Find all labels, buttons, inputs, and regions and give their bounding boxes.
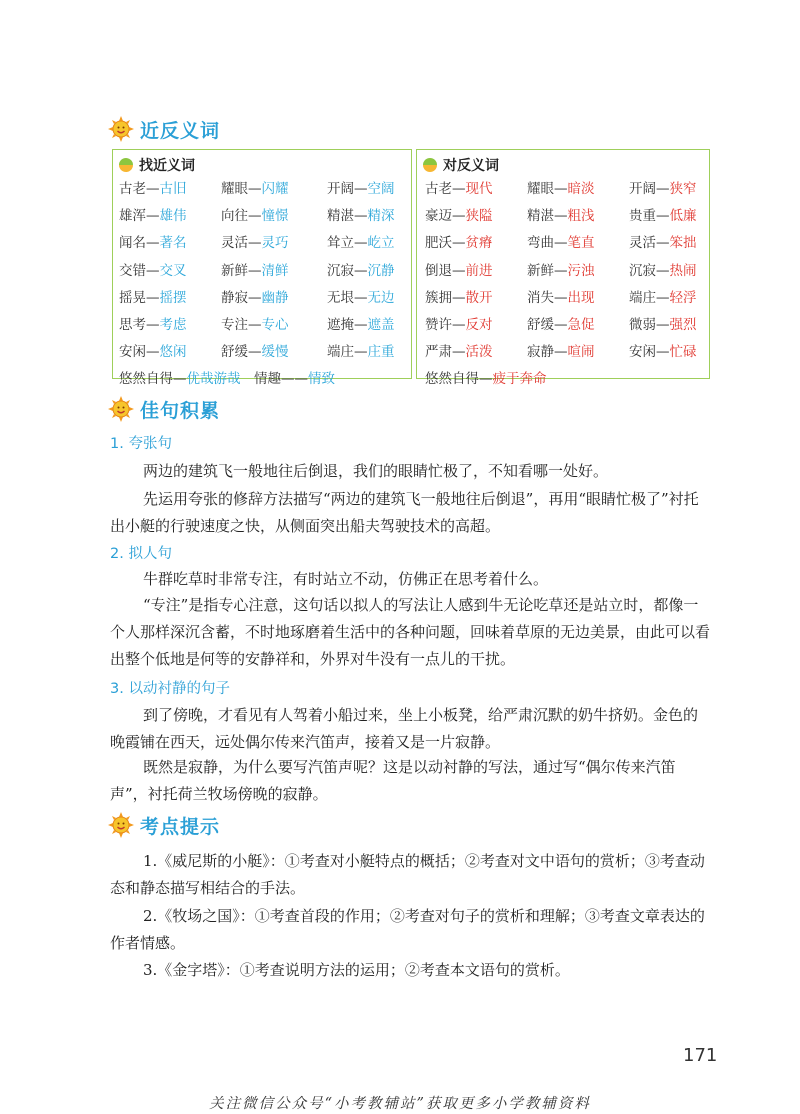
sentence-analysis-1: 先运用夸张的修辞方法描写“两边的建筑飞一般地往后倒退”，再用“眼睛忙极了”衬托出小艇的行驶速度之快，从侧面突出船夫驾驶技术的高超。 bbox=[110, 490, 699, 535]
word-pair bbox=[119, 177, 187, 197]
word: 肥沃 bbox=[425, 235, 452, 252]
word-pair bbox=[527, 177, 595, 197]
vocabulary-panel bbox=[112, 149, 710, 388]
word-pair bbox=[119, 286, 187, 306]
dash: — bbox=[248, 317, 262, 333]
dash: — bbox=[479, 371, 493, 388]
dash: — bbox=[354, 289, 368, 306]
antonym-word: 前进 bbox=[465, 262, 493, 279]
exam-point-3: 3.《金字塔》：①考查说明方法的运用；②考查本文语句的赏析。 bbox=[143, 961, 570, 979]
word-pair bbox=[527, 313, 595, 333]
synonyms-header bbox=[119, 155, 195, 175]
word-pair bbox=[119, 259, 187, 279]
sentence-heading-1: 1. 夸张句 bbox=[110, 436, 172, 452]
word-pair bbox=[425, 286, 493, 306]
dash: —— bbox=[281, 371, 308, 388]
dash: — bbox=[656, 317, 670, 333]
synonym-word: 古旧 bbox=[159, 181, 187, 197]
dash: — bbox=[452, 317, 466, 333]
synonym-word: 交叉 bbox=[159, 262, 187, 279]
word: 精湛 bbox=[327, 208, 354, 225]
word: 端庄 bbox=[629, 289, 656, 306]
word-pair bbox=[629, 340, 697, 360]
antonym-word: 强烈 bbox=[669, 317, 697, 333]
dash: — bbox=[354, 181, 368, 197]
word-pair bbox=[425, 313, 493, 333]
two-tone-dot-icon bbox=[423, 158, 437, 172]
word-pair bbox=[425, 340, 493, 360]
word: 古老 bbox=[119, 181, 146, 197]
dash: — bbox=[656, 344, 670, 361]
word: 沉寂 bbox=[327, 262, 354, 279]
smiling-sun-icon bbox=[108, 812, 134, 838]
word: 弯曲 bbox=[527, 235, 554, 252]
dash: — bbox=[554, 262, 568, 279]
word: 灵活 bbox=[629, 235, 656, 252]
synonym-word: 清鲜 bbox=[261, 262, 289, 279]
sentence-analysis-3: 既然是寂静，为什么要写汽笛声呢？这是以动衬静的写法，通过写“偶尔传来汽笛声”，衬托荷兰牧场傍晚的寂静。 bbox=[110, 758, 676, 803]
word: 遮掩 bbox=[327, 317, 354, 333]
dash: — bbox=[452, 344, 466, 361]
synonym-word: 幽静 bbox=[261, 289, 289, 306]
word-pair bbox=[327, 286, 395, 306]
exam-point-1: 1.《威尼斯的小艇》：①考查对小艇特点的概括；②考查对文中语句的赏析；③考查动态和静态描写相结合的手法。 bbox=[110, 852, 705, 897]
dash: — bbox=[656, 235, 670, 252]
dash: — bbox=[354, 317, 368, 333]
synonym-word: 闪耀 bbox=[261, 181, 289, 197]
word-pair bbox=[221, 231, 289, 251]
exam-point-2: 2.《牧场之国》：①考查首段的作用；②考查对句子的赏析和理解；③考查文章表达的作者情感。 bbox=[110, 907, 705, 952]
word: 严肃 bbox=[425, 344, 452, 361]
antonym-word: 狭窄 bbox=[669, 181, 697, 197]
synonym-word: 屹立 bbox=[367, 235, 395, 252]
word-pair bbox=[629, 259, 697, 279]
word-pair bbox=[629, 286, 697, 306]
word: 贵重 bbox=[629, 208, 656, 225]
word: 灵活 bbox=[221, 235, 248, 252]
word-pair bbox=[221, 286, 289, 306]
synonym-word: 憧憬 bbox=[261, 208, 289, 225]
dash: — bbox=[452, 262, 466, 279]
two-tone-dot-icon bbox=[119, 158, 133, 172]
synonym-word: 情致 bbox=[308, 371, 335, 388]
antonym-word: 笨拙 bbox=[669, 235, 697, 252]
antonym-word: 轻浮 bbox=[669, 289, 697, 306]
synonyms-title: 找近义词 bbox=[139, 158, 195, 174]
synonym-word: 沉静 bbox=[367, 262, 395, 279]
synonym-word: 雄伟 bbox=[159, 208, 187, 225]
antonym-word: 反对 bbox=[465, 317, 493, 333]
sentence-analysis-2: “专注”是指专心注意，这句话以拟人的写法让人感到牛无论吃草还是站立时，都像一个人那样深沉含蓄，不时地琢磨着生活中的各种问题，回味着草原的无边美景，由此可以看出整个低地是何等的安静祥和，外界对牛没有一点儿的干扰。 bbox=[110, 596, 711, 668]
word-pair bbox=[527, 259, 595, 279]
dash: — bbox=[554, 208, 568, 225]
antonym-word: 出现 bbox=[567, 289, 595, 306]
word-pair bbox=[119, 340, 187, 360]
dash: — bbox=[452, 181, 466, 197]
word: 摇晃 bbox=[119, 289, 146, 306]
antonym-word: 污浊 bbox=[567, 262, 595, 279]
word: 耸立 bbox=[327, 235, 354, 252]
dash: — bbox=[354, 235, 368, 252]
antonym-word: 笔直 bbox=[567, 235, 595, 252]
word: 耀眼 bbox=[221, 181, 248, 197]
dash: — bbox=[554, 235, 568, 252]
word: 新鲜 bbox=[221, 262, 248, 279]
word: 舒缓 bbox=[527, 317, 554, 333]
sentence-heading-2: 2. 拟人句 bbox=[110, 546, 172, 562]
word-pair bbox=[425, 231, 493, 251]
word: 交错 bbox=[119, 262, 146, 279]
synonym-word: 灵巧 bbox=[261, 235, 289, 252]
word-pair bbox=[221, 259, 289, 279]
word: 开阔 bbox=[327, 181, 354, 197]
word-pair bbox=[221, 177, 289, 197]
dash: — bbox=[173, 371, 187, 388]
section-title: 近反义词 bbox=[140, 119, 221, 142]
word-pair bbox=[527, 286, 595, 306]
word-pair bbox=[327, 231, 395, 251]
antonyms-box bbox=[416, 149, 710, 388]
word: 耀眼 bbox=[527, 181, 554, 197]
section-header-exam bbox=[108, 810, 220, 840]
dash: — bbox=[146, 235, 160, 252]
word: 寂静 bbox=[527, 344, 554, 361]
word: 新鲜 bbox=[527, 262, 554, 279]
word-pair bbox=[425, 259, 493, 279]
word: 无垠 bbox=[327, 289, 354, 306]
dash: — bbox=[248, 181, 262, 197]
dash: — bbox=[248, 344, 262, 361]
word-pair bbox=[119, 231, 187, 251]
antonym-word: 喧闹 bbox=[567, 344, 595, 361]
word-pair bbox=[629, 313, 697, 333]
dash: — bbox=[354, 262, 368, 279]
dash: — bbox=[656, 208, 670, 225]
synonym-word: 精深 bbox=[367, 208, 395, 225]
word: 精湛 bbox=[527, 208, 554, 225]
dash: — bbox=[354, 344, 368, 361]
antonym-word: 贫瘠 bbox=[465, 235, 493, 252]
antonym-word: 散开 bbox=[465, 289, 493, 306]
dash: — bbox=[248, 289, 262, 306]
synonym-word: 缓慢 bbox=[261, 344, 289, 361]
antonym-word: 暗淡 bbox=[567, 181, 595, 197]
antonym-word: 粗浅 bbox=[567, 208, 595, 225]
page-number: 171 bbox=[683, 1045, 718, 1066]
word: 专注 bbox=[221, 317, 248, 333]
word: 悠然自得 bbox=[119, 371, 173, 388]
synonym-word: 空阔 bbox=[367, 181, 395, 197]
dash: — bbox=[146, 181, 160, 197]
dash: — bbox=[554, 289, 568, 306]
antonym-word: 低廉 bbox=[669, 208, 697, 225]
word-pair bbox=[327, 204, 395, 224]
word-pair bbox=[629, 231, 697, 251]
word: 端庄 bbox=[327, 344, 354, 361]
word: 赞许 bbox=[425, 317, 452, 333]
synonym-word: 悠闲 bbox=[159, 344, 187, 361]
word: 豪迈 bbox=[425, 208, 452, 225]
section-header-vocab bbox=[108, 114, 220, 144]
word: 微弱 bbox=[629, 317, 656, 333]
word: 舒缓 bbox=[221, 344, 248, 361]
footer-note: 关注微信公众号“小考教辅站”获取更多小学教辅资料 bbox=[209, 1096, 591, 1112]
dash: — bbox=[146, 344, 160, 361]
dash: — bbox=[554, 181, 568, 197]
dash: — bbox=[554, 317, 568, 333]
synonym-word: 著名 bbox=[159, 235, 187, 252]
antonym-word: 急促 bbox=[567, 317, 595, 333]
dash: — bbox=[452, 235, 466, 252]
word: 消失 bbox=[527, 289, 554, 306]
dash: — bbox=[554, 344, 568, 361]
word: 情趣 bbox=[254, 371, 281, 388]
dash: — bbox=[656, 289, 670, 306]
word-pair bbox=[327, 313, 395, 333]
word-pair bbox=[327, 340, 395, 360]
word-pair bbox=[221, 204, 289, 224]
dash: — bbox=[452, 289, 466, 306]
word-pair bbox=[119, 204, 187, 224]
word: 安闲 bbox=[629, 344, 656, 361]
smiling-sun-icon bbox=[108, 116, 134, 142]
dash: — bbox=[656, 181, 670, 197]
word-pair bbox=[327, 177, 395, 197]
word: 思考 bbox=[119, 317, 146, 333]
word-pair bbox=[629, 204, 697, 224]
word-pair bbox=[254, 367, 335, 387]
sentence-heading-3: 3. 以动衬静的句子 bbox=[110, 681, 230, 697]
dash: — bbox=[146, 262, 160, 279]
word: 开阔 bbox=[629, 181, 656, 197]
sentence-quote-1: 两边的建筑飞一般地往后倒退，我们的眼睛忙极了，不知看哪一处好。 bbox=[143, 462, 609, 480]
word: 闻名 bbox=[119, 235, 146, 252]
word-pair bbox=[221, 340, 289, 360]
word: 沉寂 bbox=[629, 262, 656, 279]
section-title: 佳句积累 bbox=[140, 399, 221, 422]
dash: — bbox=[248, 262, 262, 279]
word: 雄浑 bbox=[119, 208, 146, 225]
section-header-sentences bbox=[108, 394, 220, 424]
antonyms-title: 对反义词 bbox=[443, 158, 499, 174]
word-pair bbox=[629, 177, 697, 197]
word-pair bbox=[327, 259, 395, 279]
synonym-word: 考虑 bbox=[159, 317, 187, 333]
section-title: 考点提示 bbox=[140, 815, 221, 838]
word-pair bbox=[425, 367, 547, 387]
synonym-word: 无边 bbox=[367, 289, 395, 306]
dash: — bbox=[452, 208, 466, 225]
synonym-word: 优哉游哉 bbox=[186, 371, 241, 388]
dash: — bbox=[248, 235, 262, 252]
word-pair bbox=[527, 231, 595, 251]
word-pair bbox=[425, 177, 493, 197]
synonym-word: 专心 bbox=[261, 317, 289, 333]
antonym-word: 现代 bbox=[465, 181, 493, 197]
word: 簇拥 bbox=[425, 289, 452, 306]
sentence-quote-3: 到了傍晚，才看见有人驾着小船过来，坐上小板凳，给严肃沉默的奶牛挤奶。金色的晚霞铺在西天，远处偶尔传来汽笛声，接着又是一片寂静。 bbox=[110, 706, 699, 751]
synonyms-box bbox=[112, 149, 412, 388]
word-pair bbox=[119, 313, 187, 333]
synonym-word: 摇摆 bbox=[159, 289, 187, 306]
word-pair bbox=[527, 340, 595, 360]
word: 悠然自得 bbox=[425, 371, 479, 388]
word: 古老 bbox=[425, 181, 452, 197]
smiling-sun-icon bbox=[108, 396, 134, 422]
dash: — bbox=[146, 289, 160, 306]
word: 向往 bbox=[221, 208, 248, 225]
word: 静寂 bbox=[221, 289, 248, 306]
word-pair bbox=[527, 204, 595, 224]
antonyms-header bbox=[423, 155, 499, 175]
antonym-word: 热闹 bbox=[669, 262, 697, 279]
word-pair bbox=[119, 367, 241, 387]
synonym-word: 遮盖 bbox=[367, 317, 395, 333]
sentence-quote-2: 牛群吃草时非常专注，有时站立不动，仿佛正在思考着什么。 bbox=[143, 570, 549, 588]
antonym-word: 忙碌 bbox=[669, 344, 697, 361]
dash: — bbox=[656, 262, 670, 279]
antonym-word: 疲于奔命 bbox=[492, 371, 547, 388]
word: 安闲 bbox=[119, 344, 146, 361]
dash: — bbox=[146, 208, 160, 225]
antonym-word: 活泼 bbox=[465, 344, 493, 361]
dash: — bbox=[354, 208, 368, 225]
dash: — bbox=[146, 317, 160, 333]
synonym-word: 庄重 bbox=[367, 344, 395, 361]
word: 倒退 bbox=[425, 262, 452, 279]
antonym-word: 狭隘 bbox=[465, 208, 493, 225]
word-pair bbox=[221, 313, 289, 333]
dash: — bbox=[248, 208, 262, 225]
word-pair bbox=[425, 204, 493, 224]
